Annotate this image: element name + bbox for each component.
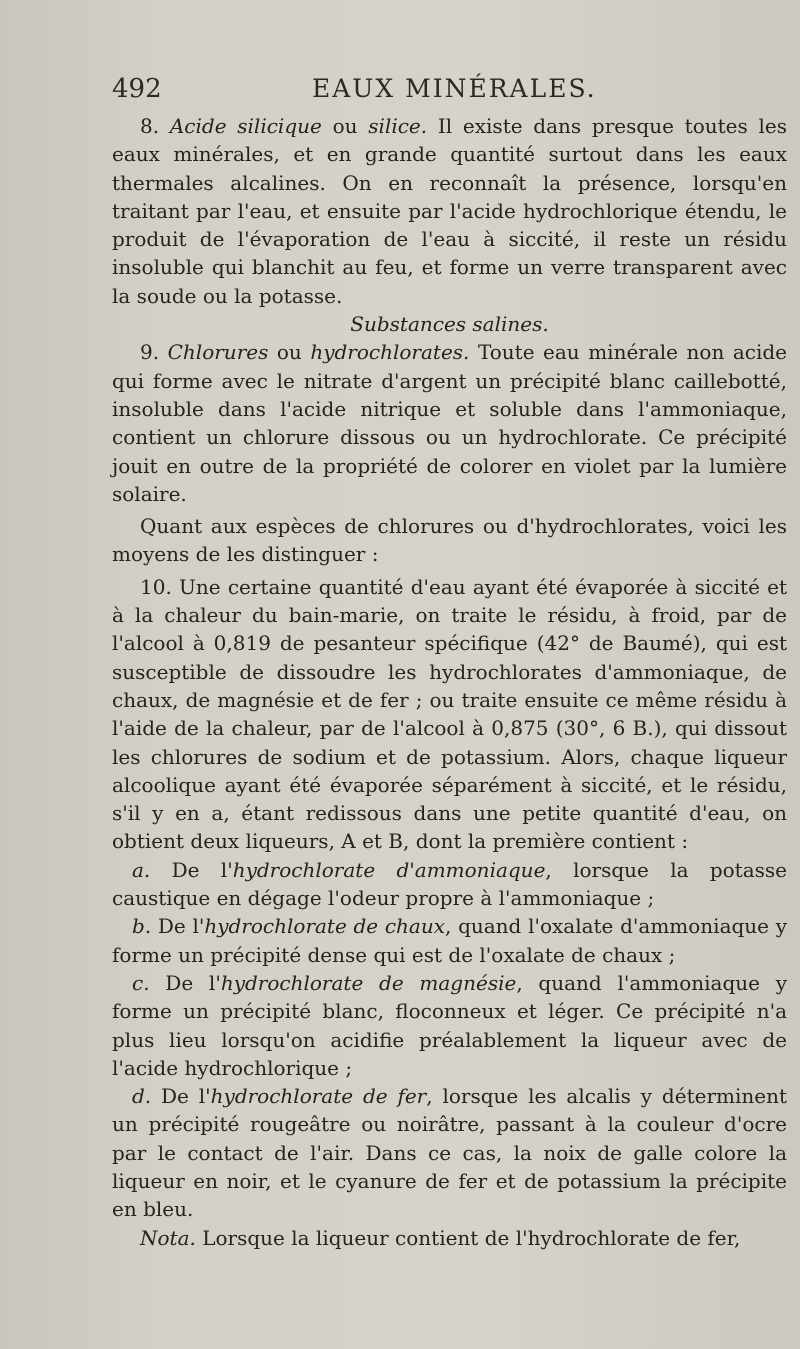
paragraph-10: 10. Une certaine quantité d'eau ayant été évaporée à siccité et à la chaleur du bain-marie, on traite le résidu, à froid, par de l'alcool à 0,819 de pesanteur spécifique (42° de Baumé), qui est susceptible de dissoudre les hydrochlorates d'ammoniaque, de chaux, de magnésie et de fer ; ou traite ensuite ce même résidu à l'aide de la chaleur, par de l'alcool à 0,875 (30°, 6 B.), qui dissout les chlorures de sodium et de potassium. Alors, chaque liqueur alcoolique ayant été évaporée séparément à siccité, et le résidu, s'il y en a, étant redissous dans une petite quantité d'eau, on obtient deux liqueurs, A et B, dont la première contient : <box>112 574 787 854</box>
term: silice. <box>368 114 428 138</box>
item-number: 8. <box>140 114 160 138</box>
paragraph-text: Il existe dans presque toutes les eaux minérales, et en grande quantité surtout dans les eaux thermales alcalines. On en reconnaît la présence, lorsqu'en traitant par l'eau, et ensuite par l'acide hydrochlorique étendu, le produit de l'évaporation de l'eau à siccité, il reste un résidu insoluble qui blanchit au feu, et forme un verre transparent avec la soude ou la potasse. <box>112 114 787 308</box>
term: hydrochlorate de chaux <box>204 914 446 939</box>
connector: De l' <box>151 1084 211 1109</box>
section-title: Substances salines. <box>350 312 549 337</box>
paragraph-9 <box>112 338 787 508</box>
paragraph-8 <box>112 112 787 310</box>
item-label: b. <box>132 914 152 939</box>
page-number: 492 <box>112 74 162 104</box>
term: Chlorures <box>167 340 269 365</box>
item-c <box>112 969 787 1082</box>
connector: ou <box>321 114 369 138</box>
page-header <box>112 74 792 108</box>
nota <box>112 1224 787 1252</box>
nota-label: Nota. <box>140 1225 196 1250</box>
item-label: c. <box>132 970 150 995</box>
item-label: a. <box>132 857 151 882</box>
connector: De l' <box>151 914 205 939</box>
term: hydrochlorates. <box>310 340 470 365</box>
paragraph-quant: Quant aux espèces de chlorures ou d'hydrochlorates, voici les moyens de les distinguer : <box>112 514 787 567</box>
item-b <box>112 912 787 969</box>
item-text: , lorsque la potasse caustique en dégage l'odeur propre à l'ammoniaque ; <box>112 857 788 911</box>
connector: De l' <box>150 857 233 882</box>
item-d <box>112 1082 787 1223</box>
item-text: , quand l'ammoniaque y forme un précipité blanc, floconneux et léger. Ce précipité n'a plus lieu lorsqu'on acidifie préalablement la liqueur avec de l'acide hydrochlorique ; <box>112 970 788 1080</box>
item-text: , quand l'oxalate d'ammoniaque y forme un précipité dense qui est de l'oxalate de chaux ; <box>112 914 788 967</box>
item-text: , lorsque les alcalis y déterminent un précipité rougeâtre ou noirâtre, passant à la couleur d'ocre par le contact de l'air. Dans ce cas, la noix de galle colore la liqueur en noir, et le cyanure de fer et de potassium la précipite en bleu. <box>112 1084 787 1222</box>
term: hydrochlorate de fer <box>210 1084 427 1109</box>
term: Acide silicique <box>169 114 322 138</box>
term: hydrochlorate de magnésie <box>220 970 517 995</box>
term: hydrochlorate d'ammoniaque <box>232 857 546 882</box>
running-head: EAUX MINÉRALES. <box>312 74 597 103</box>
item-label: d. <box>132 1084 152 1109</box>
nota-text: Lorsque la liqueur contient de l'hydrochlorate de fer, <box>195 1225 741 1250</box>
connector: ou <box>268 340 311 365</box>
item-number: 9. <box>140 340 160 365</box>
item-a <box>112 856 787 913</box>
body-text <box>112 112 787 1252</box>
paragraph-text: Toute eau minérale non acide qui forme avec le nitrate d'argent un précipité blanc caillebotté, insoluble dans l'acide nitrique et soluble dans l'ammoniaque, contient un chlorure dissous ou un hydrochlorate. Ce précipité jouit en outre de la propriété de colorer en violet par la lumière solaire. <box>112 340 787 506</box>
connector: De l' <box>149 970 221 995</box>
